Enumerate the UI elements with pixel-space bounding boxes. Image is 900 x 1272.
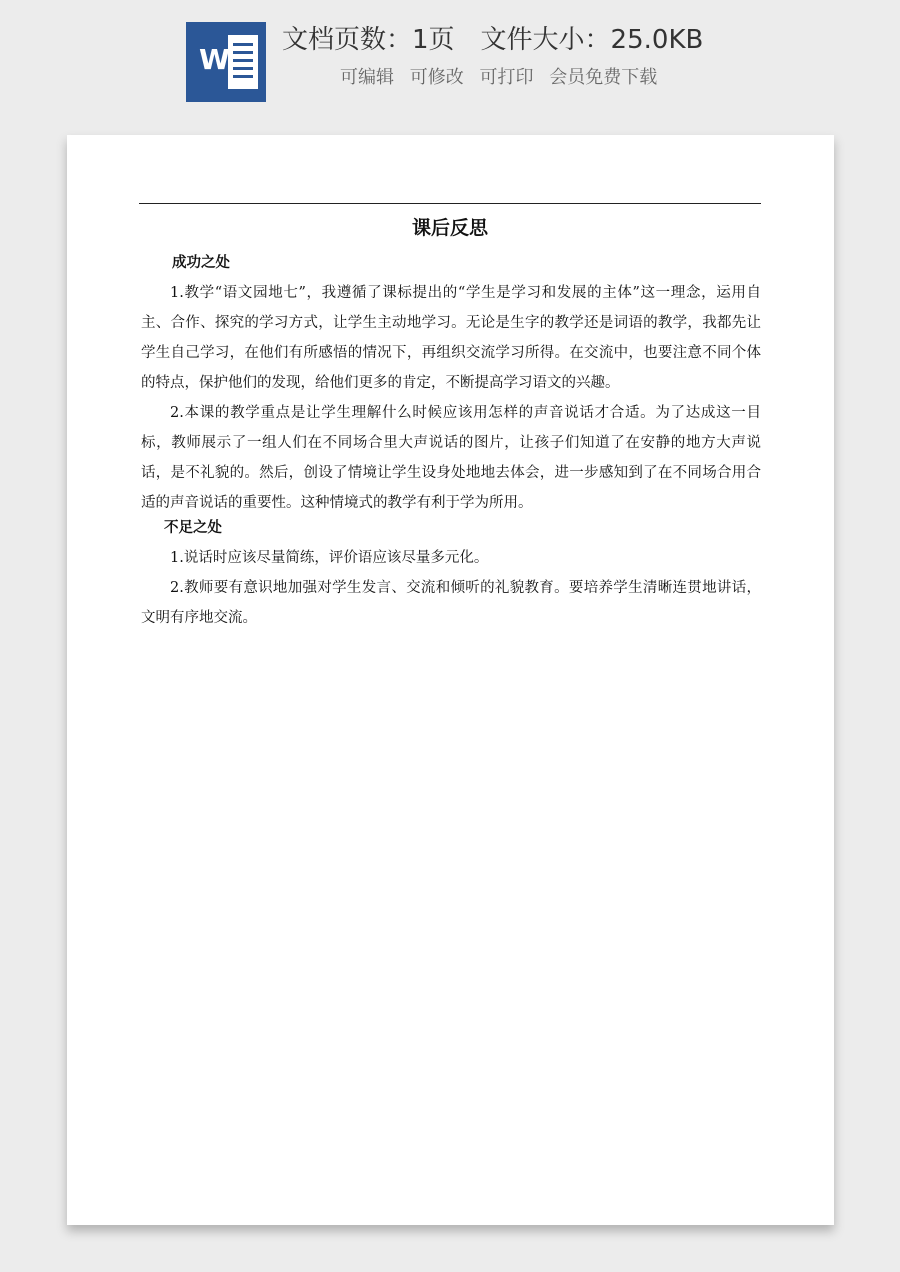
file-info-title — [282, 20, 882, 60]
paragraph: 1.说话时应该尽量简练，评价语应该尽量多元化。 — [170, 550, 489, 566]
feature-editable: 可编辑 — [340, 67, 394, 88]
header-rule — [139, 203, 761, 204]
logo-letter: W — [199, 43, 230, 76]
word-document-icon — [186, 22, 266, 102]
section-heading-strengths: 成功之处 — [172, 254, 230, 271]
file-size-label: 文件大小：25.0KB — [480, 25, 704, 55]
paragraph: 2.本课的教学重点是让学生理解什么时候应该用怎样的声音说话才合适。为了达成这一目标，教师展示了一组人们在不同场合里大声说话的图片，让孩子们知道了在安静的地方大声说话，是不礼貌的。然后，创设了情境让学生设身处地地去体会，进一步感知到了在不同场合用合适的声音说话的重要性。这种情境式的教学有利于学为所用。 — [141, 405, 761, 511]
document-title: 课后反思 — [411, 217, 488, 239]
feature-list — [340, 64, 667, 92]
paragraph: 2.教师要有意识地加强对学生发言、交流和倾听的礼貌教育。要培养学生清晰连贯地讲话，文明有序地交流。 — [141, 580, 761, 626]
feature-printable: 可打印 — [479, 67, 534, 88]
feature-free-download: 会员免费下载 — [549, 67, 658, 88]
document-lines-graphic — [228, 35, 258, 89]
section-heading-weaknesses: 不足之处 — [164, 519, 222, 536]
paragraph: 1.教学“语文园地七”，我遵循了课标提出的“学生是学习和发展的主体”这一理念，运用自主、合作、探究的学习方式，让学生主动地学习。无论是生字的教学还是词语的教学，我都先让学生自己学习，在他们有所感悟的情况下，再组织交流学习所得。在交流中，也要注意不同个体的特点，保护他们的发现，给他们更多的肯定，不断提高学习语文的兴趣。 — [141, 285, 761, 391]
document-page — [67, 135, 834, 1225]
feature-modifiable: 可修改 — [409, 67, 464, 88]
download-header — [0, 0, 900, 120]
page-count-label: 文档页数：1页 — [282, 25, 455, 55]
